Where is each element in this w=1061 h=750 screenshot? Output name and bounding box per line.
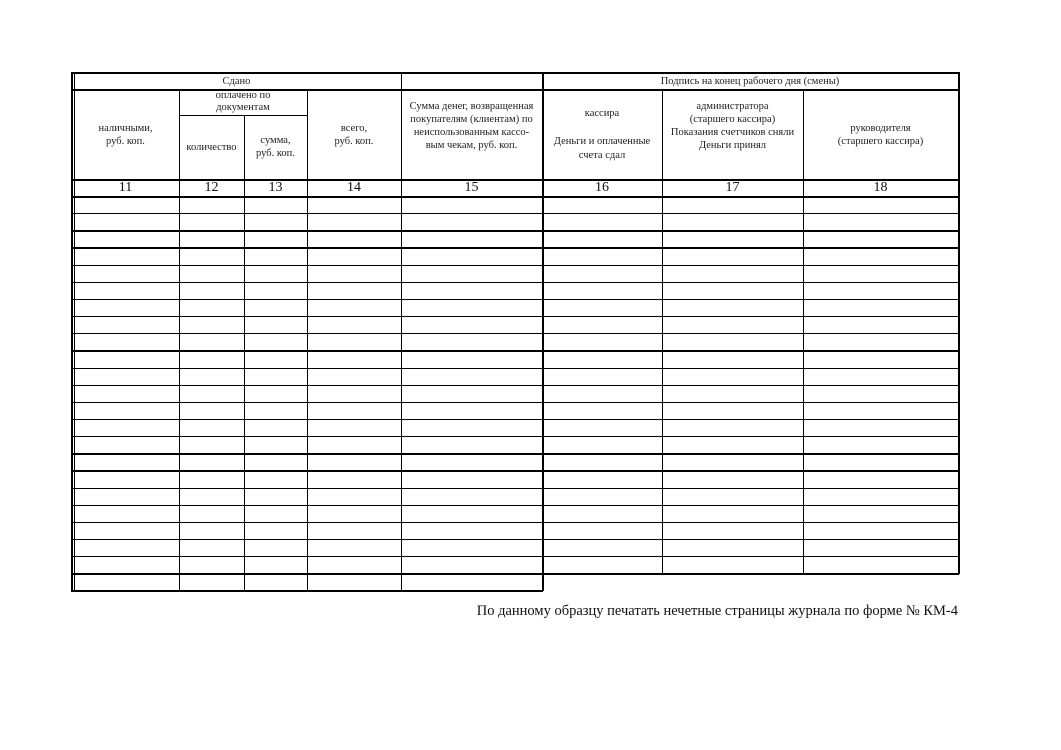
row-line [71, 402, 959, 403]
header-quantity: количество [186, 141, 237, 153]
row-line [71, 350, 959, 351]
row-line [71, 385, 959, 386]
column-number-16: 16 [595, 179, 609, 195]
row-line [71, 522, 959, 523]
row-line [71, 505, 959, 506]
row-line [71, 230, 959, 231]
frame-right-line [958, 72, 960, 574]
header-total: всего, руб. коп. [334, 123, 374, 147]
header-paid-by-documents: оплачено по документам [215, 90, 271, 113]
row-line [71, 470, 959, 471]
row-line [71, 556, 959, 557]
numbers-bottom-line [71, 196, 959, 198]
header-cashier: кассира Деньги и оплаченные счета сдал [553, 108, 651, 161]
row-line [71, 299, 959, 300]
row-line [71, 213, 959, 214]
row-line [71, 368, 959, 369]
header-sdano: Сдано [222, 75, 251, 87]
column-number-18: 18 [873, 179, 888, 195]
row-line [71, 316, 959, 317]
header-manager: руководителя (старшего кассира) [837, 123, 924, 147]
row-line [71, 419, 959, 420]
column-number-17: 17 [725, 179, 740, 195]
column-number-11: 11 [118, 179, 133, 195]
footer-note: По данному образцу печатать нечетные страницы журнала по форме № КМ-4 [476, 603, 958, 619]
row-line [71, 333, 959, 334]
header-cash: наличными, руб. коп. [98, 123, 153, 147]
column-number-13: 13 [268, 179, 283, 195]
row-line [71, 539, 959, 540]
row-line [71, 436, 959, 437]
column-number-14: 14 [347, 179, 361, 195]
row-line [71, 282, 959, 283]
column-number-12: 12 [204, 179, 219, 195]
header-admin: администратора (старшего кассира) Показания счетчиков сняли Деньги принял [670, 101, 795, 151]
header-sum: сумма, руб. коп. [256, 135, 295, 159]
row-line [71, 265, 959, 266]
header-signature: Подпись на конец рабочего дня (смены) [660, 75, 840, 87]
row-line [71, 488, 959, 489]
row-line [71, 573, 959, 574]
column-number-15: 15 [464, 179, 479, 195]
row-line [71, 247, 959, 248]
row-line [71, 453, 959, 454]
col-line-17 [662, 89, 663, 574]
header-refund: Сумма денег, возвращенная покупателям (клиентам) по неиспользованным кассо- вым чекам, руб. коп. [409, 101, 534, 151]
